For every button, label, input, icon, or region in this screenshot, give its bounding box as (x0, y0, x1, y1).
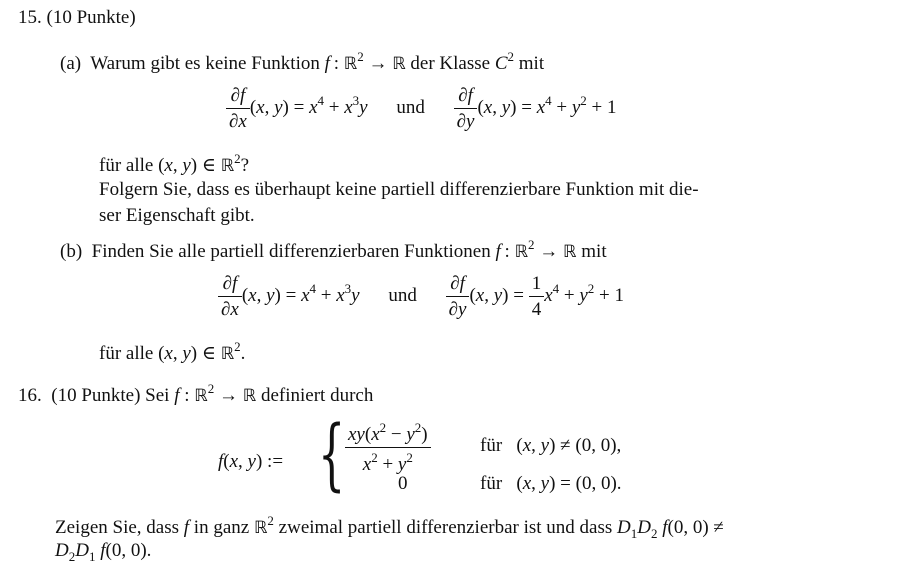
part-a-intro: (a) Warum gibt es keine Funktion f : ℝ$^2$ → ℝ der Klasse $C^2$ mit (60, 49, 545, 74)
part-b-forall: für alle (x, y) ∈ ℝ$^2$. (99, 339, 246, 364)
part-b-equation: $\frac{\partial f}{\partial x}$ (x, $y) = x^4 + x^3y$ und $\frac{\partial f}{\partial y}$ (x, y) = $\frac{1}{4}$ $x^4 + y^2 + 1$ (218, 274, 624, 319)
partial-y-fraction: $\frac{\partial f}{\partial y}$ (446, 274, 470, 319)
part-a-forall: für alle (x, y) ∈ ℝ$^2$? (99, 151, 250, 176)
case1-value: $\frac{xy(x^2 - y^2)}{x^2 + y^2}$ (345, 421, 431, 474)
part-b-intro: (b) Finden Sie alle partiell differenzierbaren Funktionen f : ℝ$^2$ → ℝ mit (60, 237, 607, 262)
case2-condition: für (x, y) = (0, 0). (480, 473, 622, 494)
conjunction-und: und (396, 96, 425, 118)
partial-x-fraction: $\frac{\partial f}{\partial x}$ (226, 86, 250, 131)
case2-value: 0 (398, 473, 408, 494)
problem-16-header: 16. (10 Punkte) Sei f : ℝ$^2$ → ℝ definiert durch (18, 381, 374, 406)
conjunction-und: und (388, 284, 417, 306)
partial-y-fraction: $\frac{\partial f}{\partial y}$ (454, 86, 478, 131)
problem-16-text-line1: Zeigen Sie, dass f in ganz ℝ$^2$ zweimal partiell differenzierbar ist und dass $D_1D_2$ f(0, 0) ≠ (55, 513, 724, 541)
part-a-equation: $\frac{\partial f}{\partial x}$ (x, $y) = x^4 + x^3y$ und $\frac{\partial f}{\partial y}$ (x, $y) = x^4 + y^2 + 1$ (226, 86, 617, 131)
case1-condition: für (x, y) ≠ (0, 0), (480, 435, 622, 456)
problem-15-header: 15. (10 Punkte) (18, 7, 136, 28)
part-a-text-line1: Folgern Sie, dass es überhaupt keine partiell differenzierbare Funktion mit die- (99, 179, 699, 200)
partial-x-fraction: $\frac{\partial f}{\partial x}$ (218, 274, 242, 319)
left-brace: { (318, 410, 346, 500)
part-a-text-line2: ser Eigenschaft gibt. (99, 205, 255, 226)
problem-16-text-line2: $D_2D_1$ f(0, 0). (55, 540, 152, 564)
one-quarter-fraction: $\frac{1}{4}$ (529, 274, 545, 319)
definition-lhs: f(x, y) := (218, 451, 284, 472)
